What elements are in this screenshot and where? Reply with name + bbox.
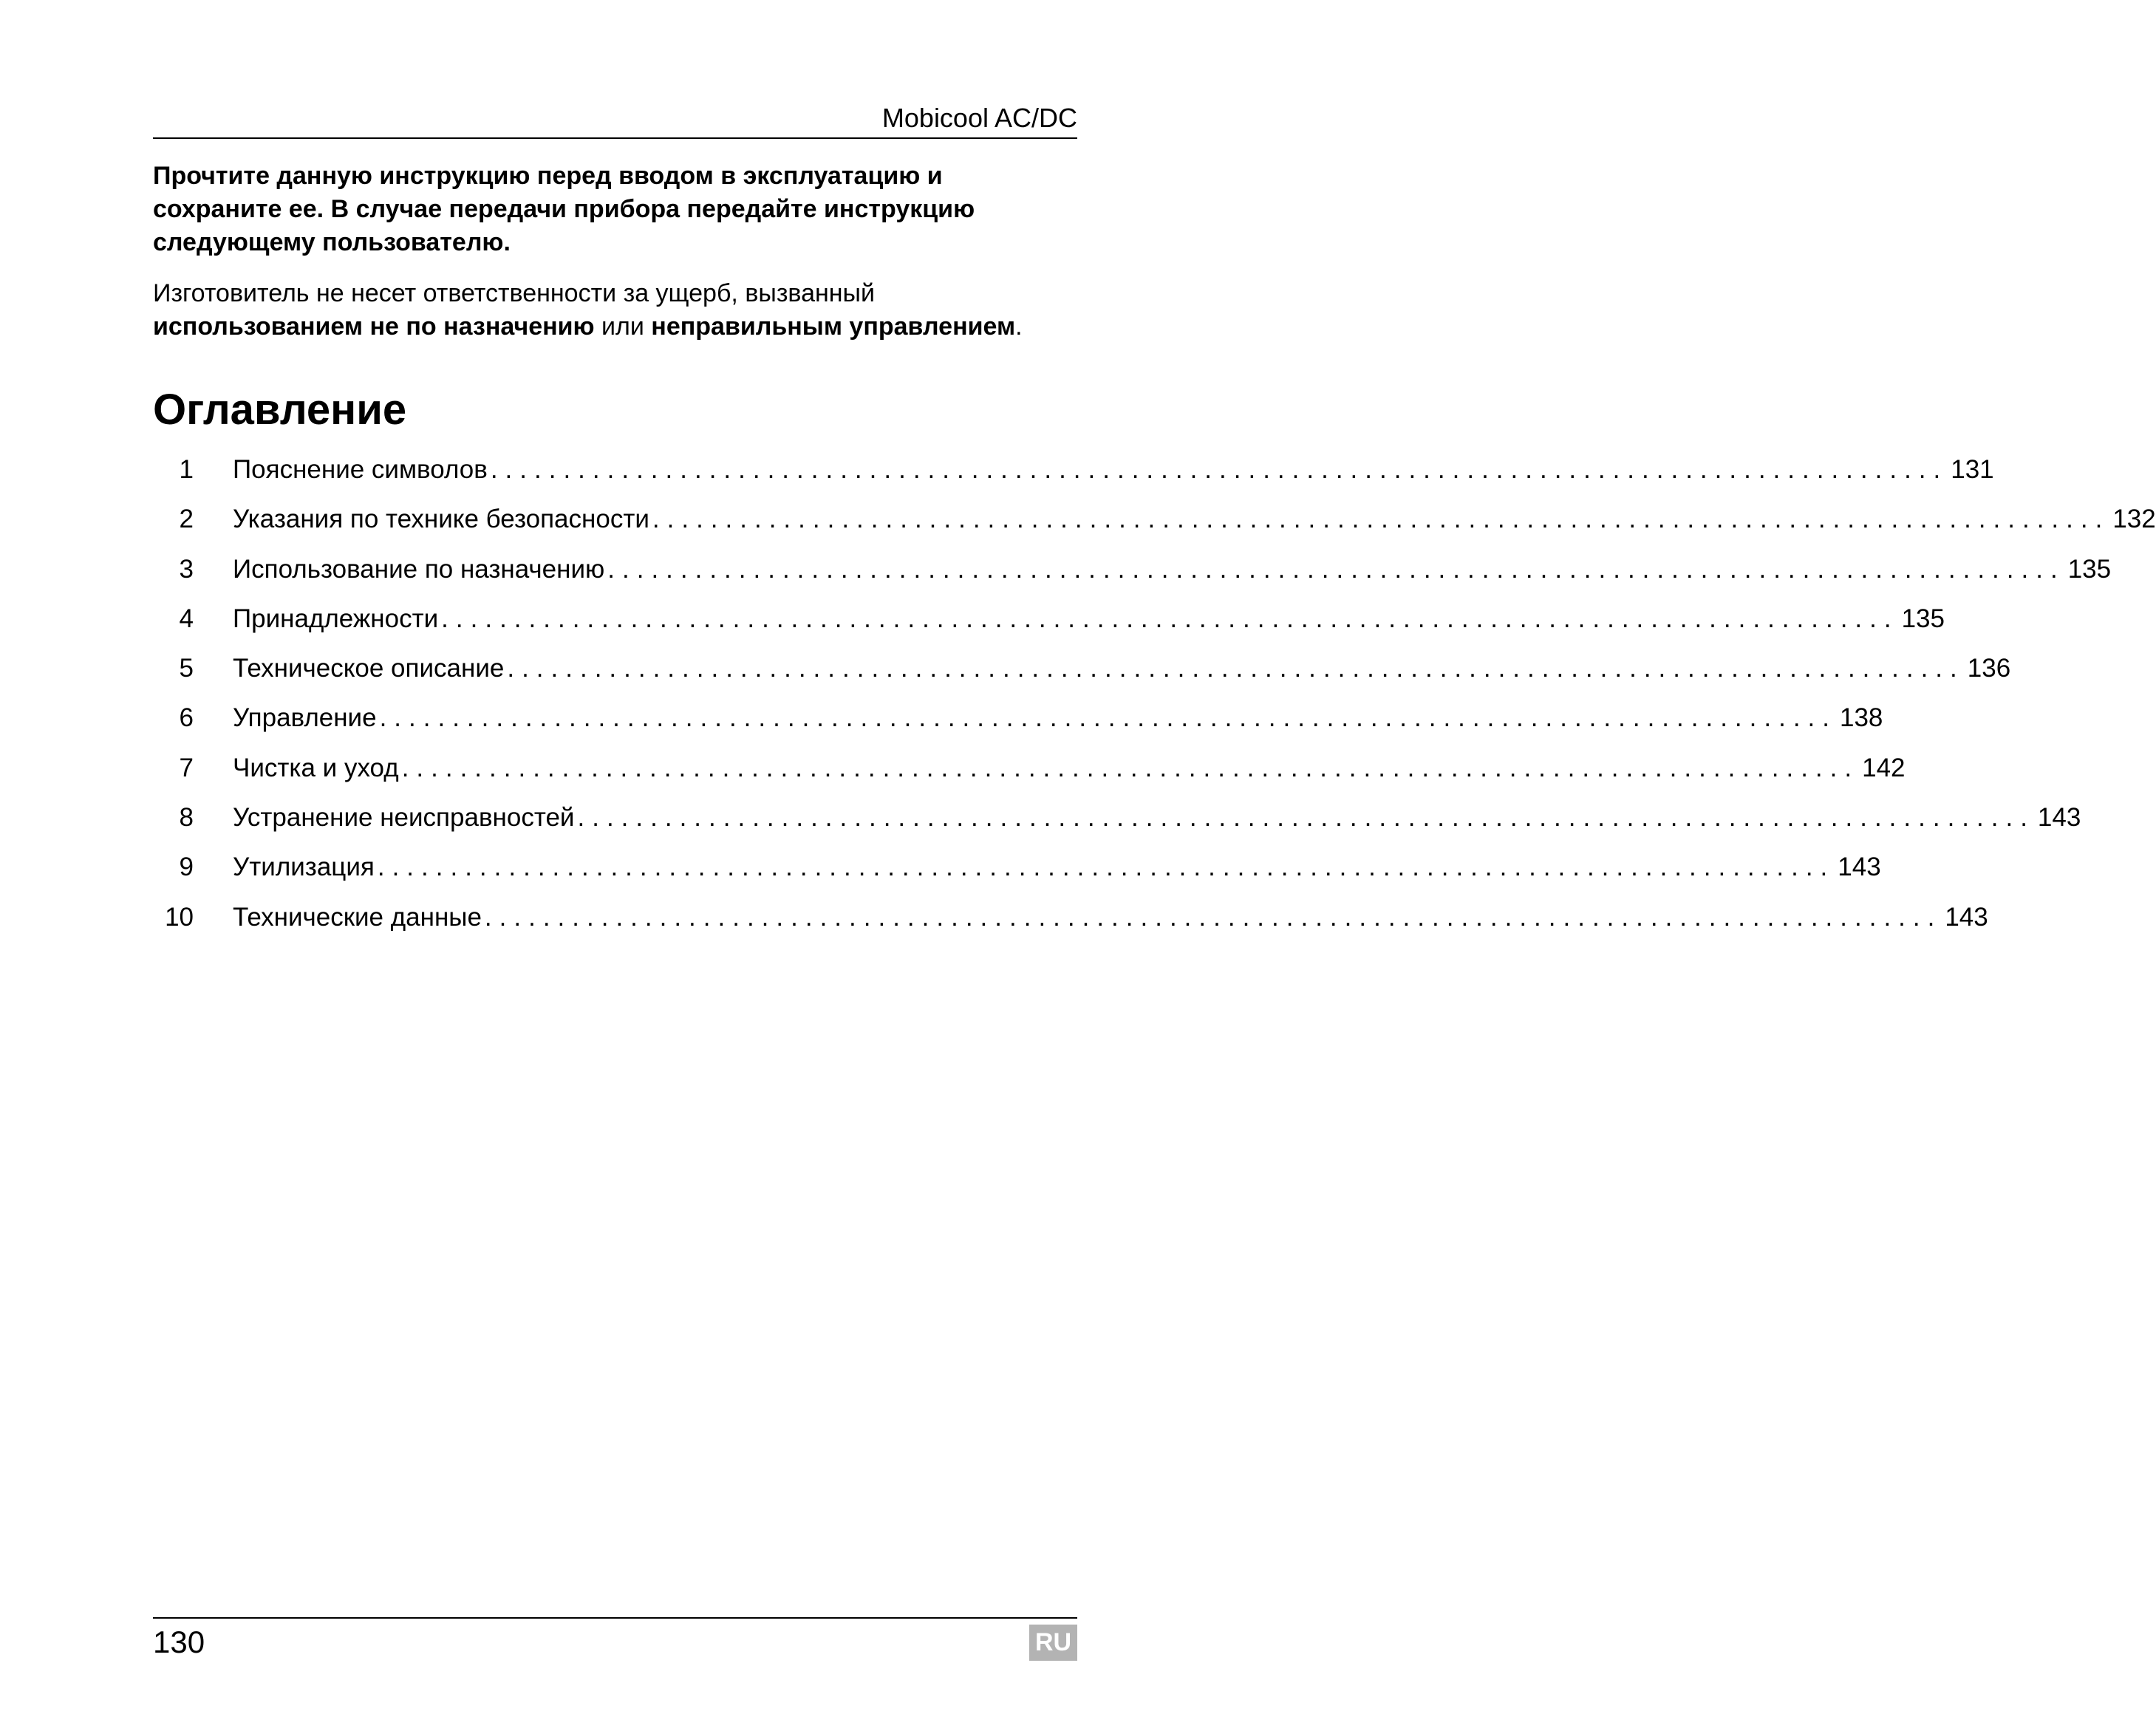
- toc-dot-leader: ....................................................................................................: [401, 753, 1860, 782]
- toc-entry-number: 4: [179, 604, 194, 633]
- toc-dot-leader: ....................................................................................................: [490, 455, 1948, 484]
- toc-entry-number: 9: [179, 853, 194, 882]
- toc-entry-page: 142: [1862, 753, 1906, 782]
- toc-dot-leader: ....................................................................................................: [441, 604, 1899, 633]
- toc-entry-number: 2: [179, 505, 194, 534]
- toc-entry[interactable]: [153, 603, 1945, 652]
- disclaimer-bold-improper-operation: неправильным управлением: [651, 313, 1016, 341]
- toc-entry[interactable]: [153, 802, 2081, 851]
- toc-entry-number: 7: [179, 753, 194, 782]
- toc-entry[interactable]: [153, 851, 1881, 901]
- toc-entry-page: 138: [1840, 703, 1883, 733]
- footer-divider: [153, 1617, 1077, 1619]
- toc-entry-title: Утилизация: [233, 853, 375, 882]
- toc-entry[interactable]: [153, 702, 1883, 751]
- header-divider: [153, 137, 1077, 139]
- toc-entry-number: 1: [179, 455, 194, 484]
- toc-heading: Оглавление: [153, 386, 407, 434]
- toc-entry-number: 6: [179, 703, 194, 733]
- toc-entry-title: Указания по технике безопасности: [233, 505, 649, 534]
- language-badge: RU: [1029, 1625, 1077, 1661]
- toc-entry-page: 131: [1951, 455, 1994, 484]
- toc-entry-page: 136: [1967, 654, 2011, 683]
- table-of-contents: [153, 454, 2156, 951]
- toc-entry[interactable]: [153, 652, 2011, 702]
- toc-entry-title: Чистка и уход: [233, 753, 399, 782]
- toc-entry-number: 10: [165, 902, 194, 932]
- safety-warning: Прочтите данную инструкцию перед вводом в эксплуатацию и сохраните ее. В случае передачи прибора передайте инструкцию следующему пользователю.: [153, 162, 975, 256]
- disclaimer-text-2: или: [594, 313, 652, 341]
- toc-entry-number: 5: [179, 654, 194, 683]
- disclaimer-text-3: .: [1015, 313, 1023, 341]
- toc-dot-leader: ....................................................................................................: [652, 505, 2110, 534]
- toc-entry-number: 8: [179, 803, 194, 833]
- toc-entry[interactable]: [153, 901, 1988, 951]
- toc-entry-title: Использование по назначению: [233, 554, 605, 584]
- toc-entry-page: 135: [2067, 554, 2112, 584]
- toc-dot-leader: ....................................................................................................: [377, 853, 1835, 882]
- toc-dot-leader: ....................................................................................................: [507, 654, 1965, 683]
- toc-entry[interactable]: [153, 503, 2156, 553]
- toc-entry[interactable]: [153, 752, 1906, 802]
- toc-entry-title: Управление: [233, 703, 377, 733]
- toc-entry-title: Принадлежности: [233, 604, 439, 633]
- document-header-title: Mobicool AC/DC: [881, 103, 1077, 133]
- disclaimer-text-1: Изготовитель не несет ответственности за ущерб, вызванный: [153, 279, 875, 307]
- toc-entry-title: Устранение неисправностей: [233, 803, 575, 833]
- toc-entry[interactable]: [153, 553, 2112, 603]
- toc-dot-leader: ....................................................................................................: [484, 902, 1942, 932]
- toc-entry-page: 143: [2037, 803, 2081, 833]
- toc-dot-leader: ....................................................................................................: [379, 703, 1837, 733]
- toc-dot-leader: ....................................................................................................: [577, 803, 2035, 833]
- toc-entry-page: 143: [1945, 902, 1988, 932]
- toc-entry[interactable]: [153, 454, 1994, 503]
- toc-entry-title: Пояснение символов: [233, 455, 488, 484]
- toc-dot-leader: ....................................................................................................: [607, 554, 2065, 584]
- liability-disclaimer: [153, 277, 1077, 344]
- toc-entry-page: 135: [1901, 604, 1945, 633]
- toc-entry-number: 3: [179, 554, 194, 584]
- page-number: 130: [153, 1625, 205, 1659]
- toc-entry-page: 143: [1838, 853, 1881, 882]
- toc-entry-title: Технические данные: [233, 902, 482, 932]
- disclaimer-bold-misuse: использованием не по назначению: [153, 313, 595, 341]
- toc-entry-page: 132: [2112, 505, 2156, 534]
- toc-entry-title: Техническое описание: [233, 654, 505, 683]
